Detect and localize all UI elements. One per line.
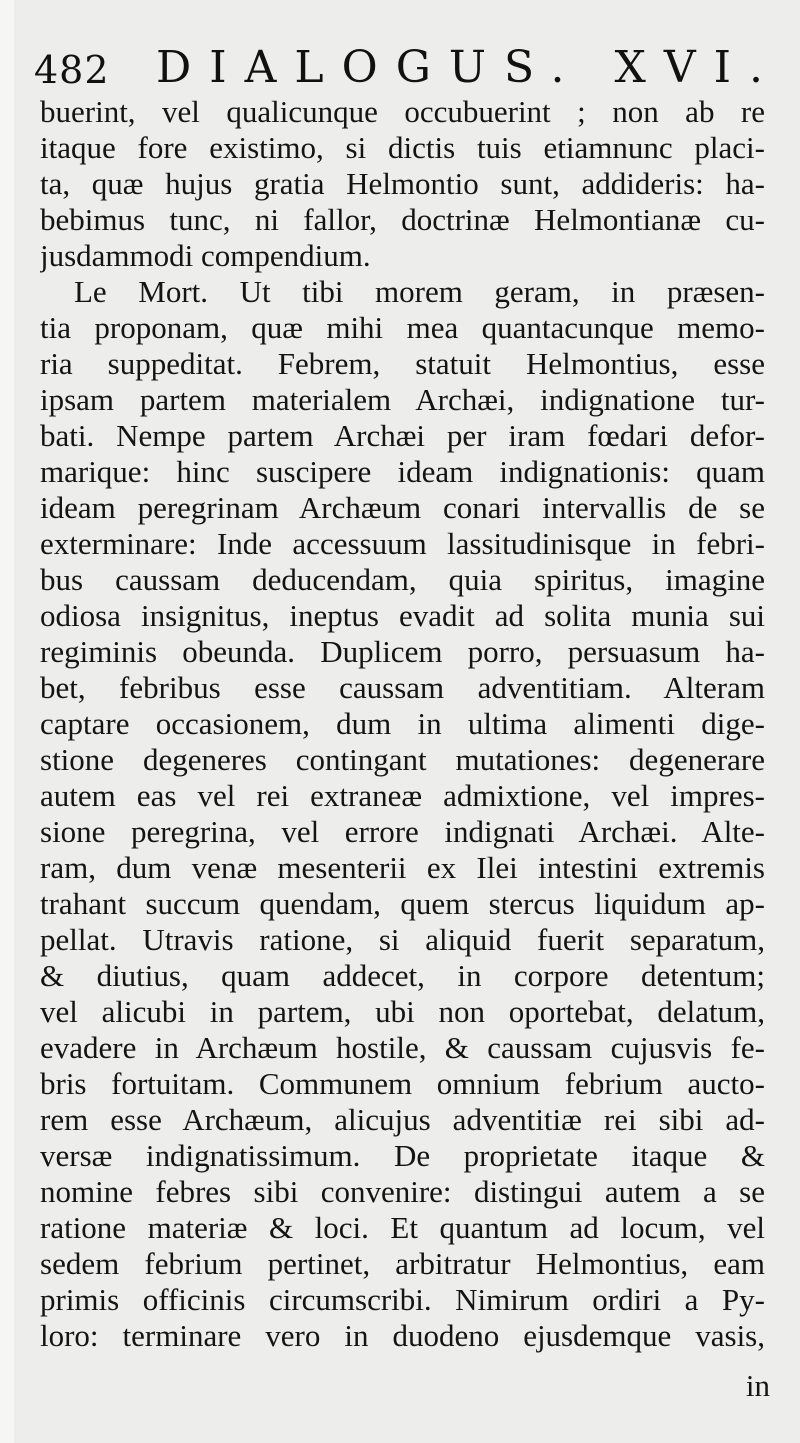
text-line: stione degeneres contingant mutationes: degenerare <box>40 742 765 777</box>
text-line: ria suppeditat. Febrem, statuit Helmontius, esse <box>40 346 765 381</box>
text-line: primis officinis circumscribi. Nimirum ordiri a Py- <box>40 1282 765 1317</box>
text-line: marique: hinc suscipere ideam indignationis: quam <box>40 454 765 489</box>
text-line: bet, febribus esse caussam adventitiam. Alteram <box>40 670 765 705</box>
text-line: bris fortuitam. Communem omnium febrium aucto- <box>40 1066 765 1101</box>
catchword: in <box>745 1368 770 1403</box>
running-title: DIALOGUS. XVI. <box>156 42 781 93</box>
text-line: ideam peregrinam Archæum conari intervallis de se <box>40 490 765 525</box>
text-line: sedem febrium pertinet, arbitratur Helmontius, eam <box>40 1246 765 1281</box>
text-line: nomine febres sibi convenire: distingui autem a se <box>40 1174 765 1209</box>
text-line: jusdammodi compendium. <box>40 238 371 273</box>
text-line: ipsam partem materialem Archæi, indignatione tur- <box>40 382 765 417</box>
text-line: bati. Nempe partem Archæi per iram fœdari defor- <box>40 418 765 453</box>
text-line: tia proponam, quæ mihi mea quantacunque memo- <box>40 310 765 345</box>
text-line: pellat. Utravis ratione, si aliquid fuerit separatum, <box>40 922 765 957</box>
text-line: buerint, vel qualicunque occubuerint ; non ab re <box>40 94 765 129</box>
body-text <box>40 94 765 1354</box>
page-edge <box>0 0 14 1443</box>
text-line: captare occasionem, dum in ultima alimenti dige- <box>40 706 765 741</box>
text-line: Le Mort. Ut tibi morem geram, in præsen- <box>74 274 765 309</box>
text-line: ta, quæ hujus gratia Helmontio sunt, addideris: ha- <box>40 166 765 201</box>
page-number: 482 <box>34 48 110 92</box>
text-line: & diutius, quam addecet, in corpore detentum; <box>40 958 765 993</box>
text-line: rem esse Archæum, alicujus adventitiæ rei sibi ad- <box>40 1102 765 1137</box>
text-line: ratione materiæ & loci. Et quantum ad locum, vel <box>40 1210 765 1245</box>
text-line: bebimus tunc, ni fallor, doctrinæ Helmontianæ cu- <box>40 202 765 237</box>
text-line: itaque fore existimo, si dictis tuis etiamnunc placi- <box>40 130 765 165</box>
text-line: ram, dum venæ mesenterii ex Ilei intestini extremis <box>40 850 765 885</box>
text-line: exterminare: Inde accessuum lassitudinisque in febri- <box>40 526 765 561</box>
text-line: loro: terminare vero in duodeno ejusdemque vasis, <box>40 1318 765 1353</box>
text-line: regiminis obeunda. Duplicem porro, persuasum ha- <box>40 634 765 669</box>
text-line: vel alicubi in partem, ubi non oportebat, delatum, <box>40 994 765 1029</box>
text-line: bus caussam deducendam, quia spiritus, imagine <box>40 562 765 597</box>
text-line: sione peregrina, vel errore indignati Archæi. Alte- <box>40 814 765 849</box>
text-line: evadere in Archæum hostile, & caussam cujusvis fe- <box>40 1030 765 1065</box>
text-line: autem eas vel rei extraneæ admixtione, vel impres- <box>40 778 765 813</box>
running-header <box>34 40 781 93</box>
text-line: versæ indignatissimum. De proprietate itaque & <box>40 1138 765 1173</box>
text-line: trahant succum quendam, quem stercus liquidum ap- <box>40 886 765 921</box>
text-line: odiosa insignitus, ineptus evadit ad solita munia sui <box>40 598 765 633</box>
